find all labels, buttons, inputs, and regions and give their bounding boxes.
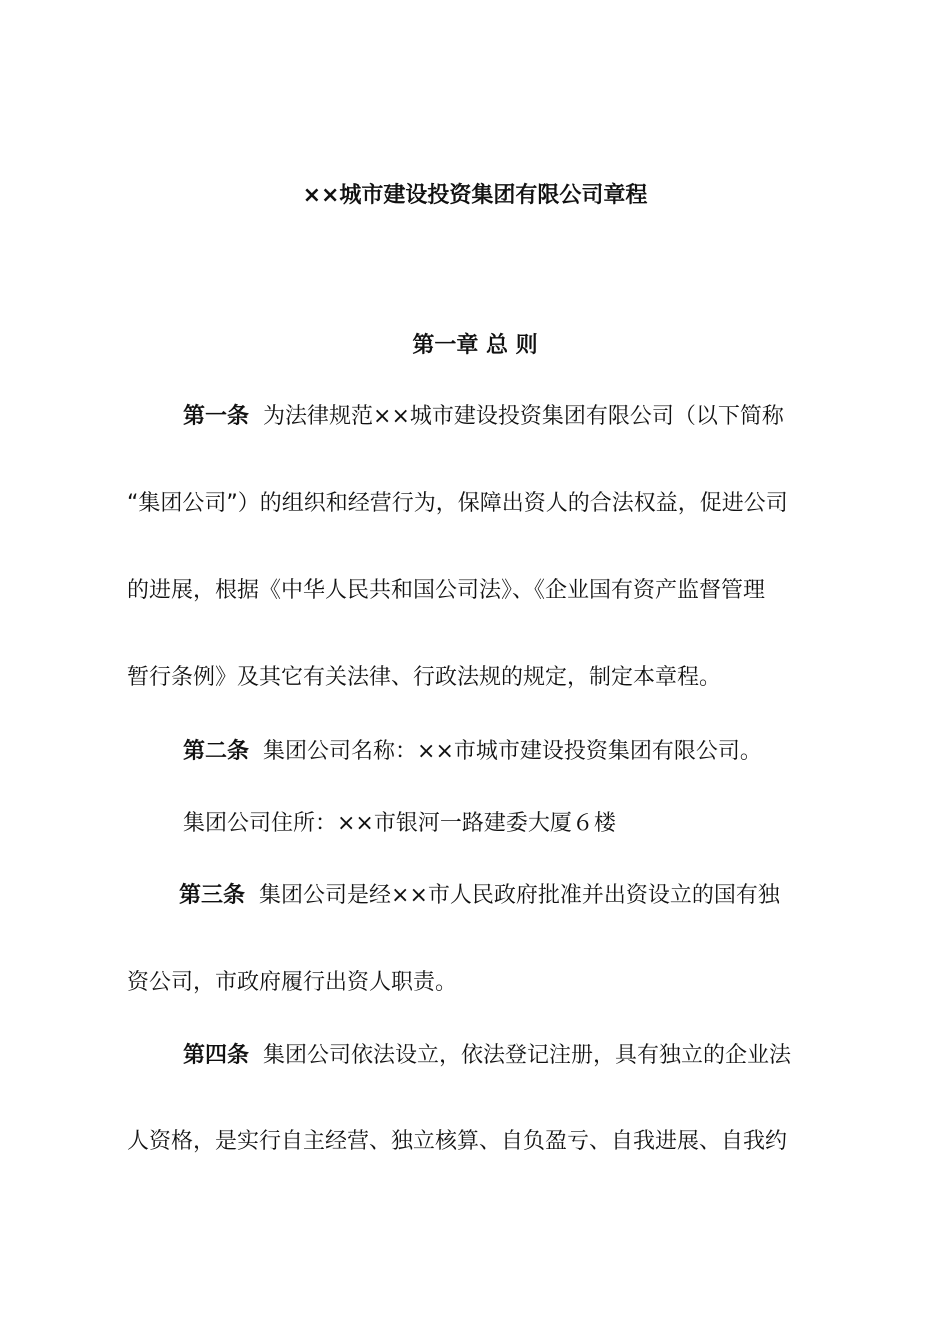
article-4-line-2: 人资格，是实行自主经营、独立核算、自负盈亏、自我进展、自我约 bbox=[127, 1129, 788, 1154]
article-4-line-1: 集团公司依法设立，依法登记注册，具有独立的企业法 bbox=[263, 1043, 792, 1068]
article-4-first-line bbox=[183, 1041, 791, 1071]
article-1-line-2: “集团公司”）的组织和经营行为，保障出资人的合法权益，促进公司 bbox=[127, 491, 788, 516]
article-2-line-1: 集团公司名称：××市城市建设投资集团有限公司。 bbox=[263, 739, 762, 764]
article-1-line-4: 暂行条例》及其它有关法律、行政法规的规定，制定本章程。 bbox=[127, 665, 722, 690]
article-1-first-line bbox=[183, 402, 784, 432]
article-4-label: 第四条 bbox=[183, 1043, 250, 1068]
article-3-line-1: 集团公司是经××市人民政府批准并出资设立的国有独 bbox=[259, 883, 780, 908]
article-1-line-3: 的进展，根据《中华人民共和国公司法》、《企业国有资产监督管理 bbox=[127, 578, 766, 603]
article-2-first-line bbox=[183, 737, 762, 767]
article-3-line-2: 资公司，市政府履行出资人职责。 bbox=[127, 970, 458, 995]
article-2-line-2: 集团公司住所：××市银河一路建委大厦６楼 bbox=[183, 811, 616, 836]
article-3-label: 第三条 bbox=[179, 883, 246, 908]
article-1-label: 第一条 bbox=[183, 404, 250, 429]
article-1-line-1: 为法律规范××城市建设投资集团有限公司（以下简称 bbox=[263, 404, 784, 429]
document-title: ××城市建设投资集团有限公司章程 bbox=[302, 183, 648, 208]
article-3-first-line bbox=[179, 881, 780, 911]
chapter-heading: 第一章 总 则 bbox=[412, 333, 538, 358]
article-2-label: 第二条 bbox=[183, 739, 250, 764]
